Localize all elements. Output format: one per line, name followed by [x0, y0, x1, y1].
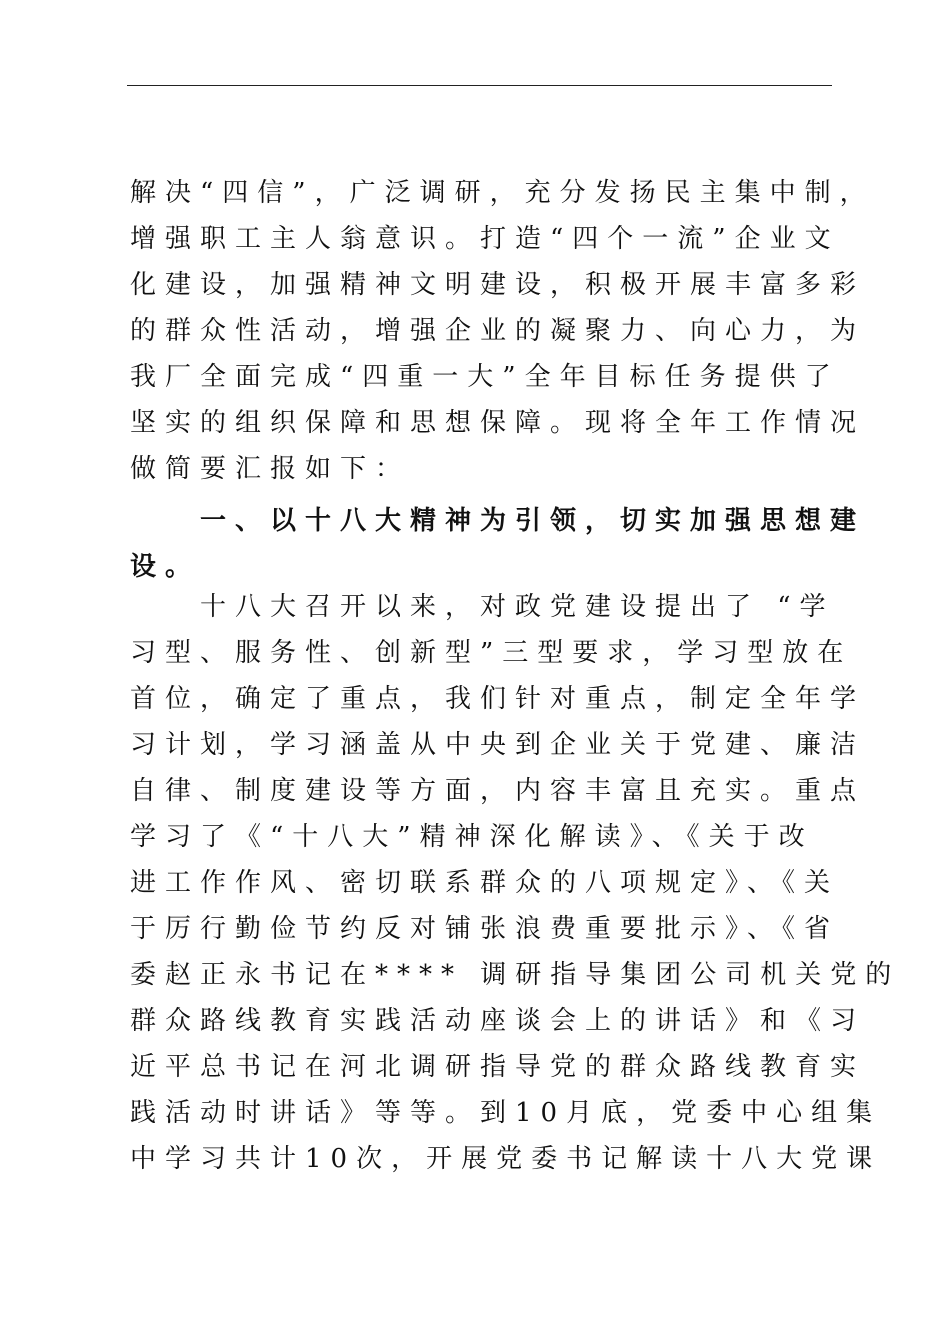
paragraph-line: 学习了《“十八大”精神深化解读》、《关于改 — [130, 822, 814, 852]
paragraph-line: 于厉行勤俭节约反对铺张浪费重要批示》、《省 — [130, 914, 840, 944]
intro-paragraph — [130, 170, 875, 492]
paragraph-line: 解决“四信”，广泛调研，充分发扬民主集中制， — [130, 178, 875, 208]
paragraph-line: 我厂全面完成“四重一大”全年目标任务提供了 — [130, 362, 840, 392]
paragraph-line: 进工作作风、密切联系群众的八项规定》、《关 — [130, 868, 840, 898]
header-rule — [127, 85, 832, 86]
paragraph-line: 做简要汇报如下： — [130, 454, 411, 484]
paragraph-line: 中学习共计10次，开展党委书记解读十八大党课 — [130, 1144, 882, 1174]
paragraph-line: 的群众性活动，增强企业的凝聚力、向心力，为 — [130, 316, 866, 346]
paragraph-line: 习型、服务性、创新型”三型要求，学习型放在 — [130, 638, 853, 668]
paragraph-line: 首位，确定了重点，我们针对重点，制定全年学 — [130, 684, 866, 714]
heading-line: 设。 — [130, 552, 201, 582]
paragraph-line: 近平总书记在河北调研指导党的群众路线教育实 — [130, 1052, 866, 1082]
paragraph-line: 自律、制度建设等方面，内容丰富且充实。重点 — [130, 776, 866, 806]
paragraph-line: 践活动时讲话》等等。到10月底，党委中心组集 — [130, 1098, 882, 1128]
paragraph-line: 习计划，学习涵盖从中央到企业关于党建、廉洁 — [130, 730, 866, 760]
heading-line: 一、以十八大精神为引领，切实加强思想建 — [200, 506, 866, 536]
paragraph-line: 增强职工主人翁意识。打造“四个一流”企业文 — [130, 224, 840, 254]
body-paragraph — [130, 584, 901, 1182]
paragraph-line: 化建设，加强精神文明建设，积极开展丰富多彩 — [130, 270, 866, 300]
paragraph-line: 坚实的组织保障和思想保障。现将全年工作情况 — [130, 408, 866, 438]
paragraph-line: 十八大召开以来，对政党建设提出了 “学 — [200, 592, 835, 622]
paragraph-line: 委赵正永书记在**** 调研指导集团公司机关党的 — [130, 960, 901, 990]
section-heading — [130, 498, 866, 590]
paragraph-line: 群众路线教育实践活动座谈会上的讲话》和《习 — [130, 1006, 866, 1036]
